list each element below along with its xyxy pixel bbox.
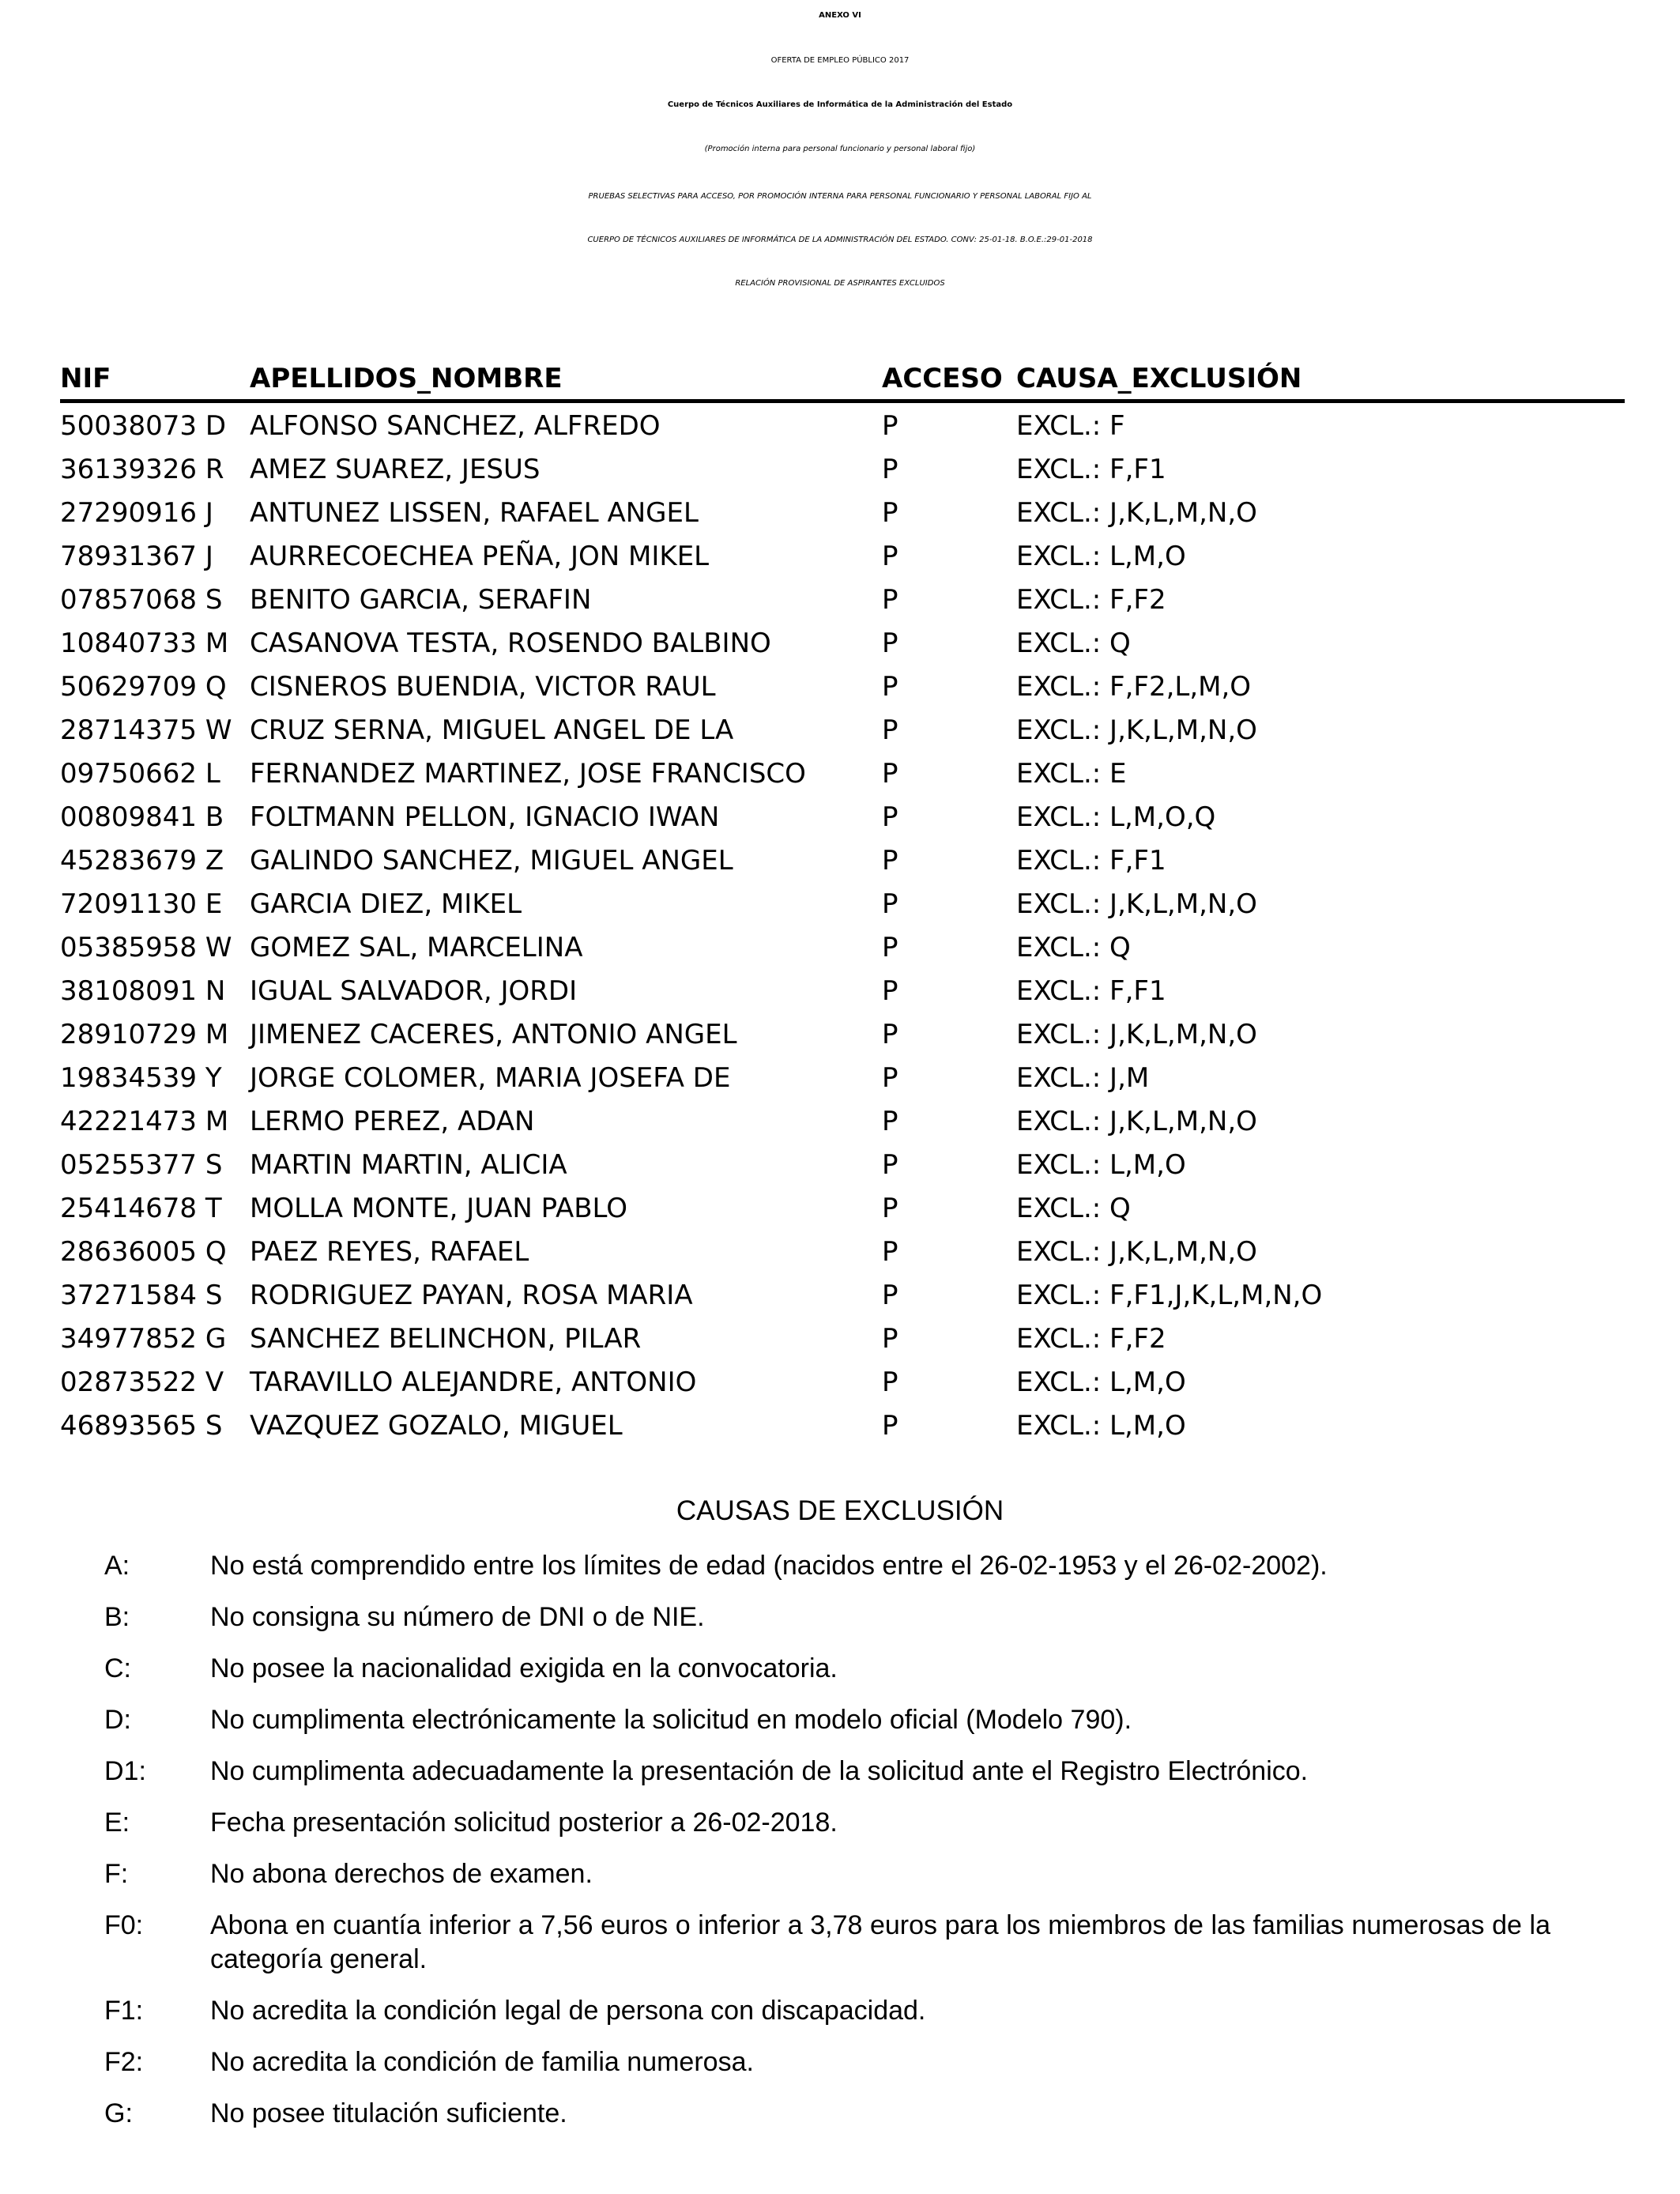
- cell-apellidos-nombre: ALFONSO SANCHEZ, ALFREDO: [250, 410, 661, 442]
- causa-item: [104, 1909, 1550, 1977]
- cell-nif: 27290916 J: [60, 497, 213, 529]
- proceso-line-2: CUERPO DE TÉCNICOS AUXILIARES DE INFORMÁTICA DE LA ADMINISTRACIÓN DEL ESTADO. CONV: 25-01-18. B.O.E.:29-01-2018: [587, 236, 1093, 244]
- cell-nif: 02873522 V: [60, 1367, 224, 1398]
- cell-causa: EXCL.: F,F2,L,M,O: [1016, 671, 1252, 703]
- table-header: [60, 358, 1625, 399]
- cell-acceso: P: [882, 1280, 898, 1311]
- cell-nif: 50629709 Q: [60, 671, 227, 703]
- causa-text: Fecha presentación solicitud posterior a 26-02-2018.: [210, 1808, 838, 1838]
- causas-title: CAUSAS DE EXCLUSIÓN: [676, 1495, 1004, 1526]
- cell-apellidos-nombre: IGUAL SALVADOR, JORDI: [250, 975, 578, 1007]
- cell-apellidos-nombre: GARCIA DIEZ, MIKEL: [250, 888, 522, 920]
- causa-item: [104, 1806, 1550, 1840]
- cell-apellidos-nombre: CASANOVA TESTA, ROSENDO BALBINO: [250, 628, 771, 659]
- causa-code: B:: [104, 1602, 130, 1632]
- cell-nif: 78931367 J: [60, 541, 213, 572]
- cell-apellidos-nombre: RODRIGUEZ PAYAN, ROSA MARIA: [250, 1280, 693, 1311]
- cell-acceso: P: [882, 584, 898, 616]
- table-row: [60, 1101, 1625, 1144]
- causa-item: [104, 2097, 1550, 2131]
- causa-text: No consigna su número de DNI o de NIE.: [210, 1602, 705, 1632]
- cell-causa: EXCL.: L,M,O,Q: [1016, 801, 1216, 833]
- cell-nif: 00809841 B: [60, 801, 224, 833]
- cell-nif: 37271584 S: [60, 1280, 223, 1311]
- column-header-apellidos-nombre: APELLIDOS_NOMBRE: [250, 363, 563, 394]
- table-row: [60, 927, 1625, 971]
- cell-apellidos-nombre: JORGE COLOMER, MARIA JOSEFA DE: [250, 1062, 731, 1094]
- causa-item: [104, 1703, 1550, 1737]
- causa-code: A:: [104, 1551, 130, 1581]
- causa-item: [104, 1652, 1550, 1686]
- cell-acceso: P: [882, 1149, 898, 1181]
- cell-nif: 42221473 M: [60, 1106, 229, 1137]
- cell-apellidos-nombre: MARTIN MARTIN, ALICIA: [250, 1149, 567, 1181]
- cell-causa: EXCL.: J,K,L,M,N,O: [1016, 1019, 1257, 1050]
- causa-item: [104, 1600, 1550, 1634]
- cell-acceso: P: [882, 410, 898, 442]
- cell-nif: 05255377 S: [60, 1149, 223, 1181]
- cell-acceso: P: [882, 628, 898, 659]
- table-row: [60, 623, 1625, 666]
- cell-nif: 50038073 D: [60, 410, 227, 442]
- offer-title: OFERTA DE EMPLEO PÚBLICO 2017: [770, 56, 910, 65]
- cell-causa: EXCL.: F: [1016, 410, 1125, 442]
- causa-item: [104, 1755, 1550, 1789]
- cell-causa: EXCL.: L,M,O: [1016, 1410, 1186, 1442]
- cell-acceso: P: [882, 497, 898, 529]
- cell-causa: EXCL.: Q: [1016, 932, 1131, 963]
- cell-apellidos-nombre: JIMENEZ CACERES, ANTONIO ANGEL: [250, 1019, 737, 1050]
- cell-acceso: P: [882, 1236, 898, 1268]
- cell-apellidos-nombre: VAZQUEZ GOZALO, MIGUEL: [250, 1410, 623, 1442]
- cell-apellidos-nombre: GOMEZ SAL, MARCELINA: [250, 932, 583, 963]
- causa-item: [104, 2045, 1550, 2079]
- causa-item: [104, 1857, 1550, 1891]
- causa-code: F2:: [104, 2047, 144, 2077]
- table-row: [60, 971, 1625, 1014]
- column-header-acceso: ACCESO: [882, 363, 1003, 394]
- relacion-title: RELACIÓN PROVISIONAL DE ASPIRANTES EXCLUIDOS: [735, 279, 945, 288]
- causa-code: G:: [104, 2098, 133, 2128]
- cell-acceso: P: [882, 454, 898, 485]
- causa-code: F1:: [104, 1996, 144, 2026]
- cell-apellidos-nombre: FOLTMANN PELLON, IGNACIO IWAN: [250, 801, 720, 833]
- cuerpo-title: Cuerpo de Técnicos Auxiliares de Informática de la Administración del Estado: [667, 100, 1013, 109]
- cell-apellidos-nombre: LERMO PEREZ, ADAN: [250, 1106, 535, 1137]
- cell-apellidos-nombre: AURRECOECHEA PEÑA, JON MIKEL: [250, 541, 710, 572]
- table-row: [60, 1144, 1625, 1188]
- table-row: [60, 710, 1625, 753]
- table-row: [60, 666, 1625, 710]
- causa-code: D:: [104, 1705, 131, 1735]
- cell-acceso: P: [882, 801, 898, 833]
- cell-nif: 28910729 M: [60, 1019, 229, 1050]
- cell-apellidos-nombre: BENITO GARCIA, SERAFIN: [250, 584, 592, 616]
- causa-code: F:: [104, 1859, 129, 1889]
- cell-causa: EXCL.: L,M,O: [1016, 541, 1186, 572]
- cell-nif: 28636005 Q: [60, 1236, 227, 1268]
- table-row: [60, 449, 1625, 492]
- cell-apellidos-nombre: FERNANDEZ MARTINEZ, JOSE FRANCISCO: [250, 758, 806, 790]
- causa-text: No abona derechos de examen.: [210, 1859, 593, 1889]
- causa-code: D1:: [104, 1756, 146, 1786]
- cell-apellidos-nombre: CRUZ SERNA, MIGUEL ANGEL DE LA: [250, 714, 734, 746]
- cell-nif: 36139326 R: [60, 454, 224, 485]
- cell-nif: 25414678 T: [60, 1193, 222, 1224]
- cell-causa: EXCL.: Q: [1016, 1193, 1131, 1224]
- proceso-line-1: PRUEBAS SELECTIVAS PARA ACCESO, POR PROMOCIÓN INTERNA PARA PERSONAL FUNCIONARIO Y PERSONAL LABORAL FIJO AL: [588, 192, 1092, 201]
- causa-item: [104, 1549, 1550, 1583]
- cell-causa: EXCL.: L,M,O: [1016, 1149, 1186, 1181]
- table-row: [60, 1405, 1625, 1449]
- cell-acceso: P: [882, 975, 898, 1007]
- causa-text: No está comprendido entre los límites de edad (nacidos entre el 26-02-1953 y el 26-02-2002).: [210, 1551, 1328, 1581]
- promotion-subtitle: (Promoción interna para personal funcionario y personal laboral fijo): [704, 145, 976, 153]
- cell-causa: EXCL.: Q: [1016, 628, 1131, 659]
- cell-nif: 07857068 S: [60, 584, 223, 616]
- excluded-table: [60, 358, 1625, 1449]
- table-row: [60, 1057, 1625, 1101]
- cell-apellidos-nombre: ANTUNEZ LISSEN, RAFAEL ANGEL: [250, 497, 699, 529]
- table-row: [60, 797, 1625, 840]
- cell-acceso: P: [882, 1323, 898, 1355]
- table-row: [60, 579, 1625, 623]
- causa-text: No acredita la condición de familia numerosa.: [210, 2047, 754, 2077]
- table-row: [60, 405, 1625, 449]
- causa-text: No cumplimenta electrónicamente la solicitud en modelo oficial (Modelo 790).: [210, 1705, 1132, 1735]
- table-row: [60, 1318, 1625, 1362]
- causas-list: [104, 1549, 1550, 2148]
- cell-acceso: P: [882, 1062, 898, 1094]
- cell-nif: 72091130 E: [60, 888, 223, 920]
- column-header-nif: NIF: [60, 363, 111, 394]
- table-row: [60, 1188, 1625, 1231]
- cell-nif: 10840733 M: [60, 628, 229, 659]
- cell-nif: 28714375 W: [60, 714, 232, 746]
- table-row: [60, 1275, 1625, 1318]
- cell-acceso: P: [882, 1019, 898, 1050]
- cell-acceso: P: [882, 714, 898, 746]
- cell-causa: EXCL.: J,K,L,M,N,O: [1016, 1106, 1257, 1137]
- cell-causa: EXCL.: J,M: [1016, 1062, 1150, 1094]
- table-row: [60, 1014, 1625, 1057]
- cell-nif: 09750662 L: [60, 758, 220, 790]
- cell-nif: 19834539 Y: [60, 1062, 222, 1094]
- causa-text: No cumplimenta adecuadamente la presentación de la solicitud ante el Registro Electrónico.: [210, 1756, 1309, 1786]
- table-row: [60, 1362, 1625, 1405]
- cell-acceso: P: [882, 671, 898, 703]
- cell-causa: EXCL.: F,F1: [1016, 975, 1166, 1007]
- cell-acceso: P: [882, 541, 898, 572]
- causa-code: F0:: [104, 1910, 144, 1940]
- causa-text: Abona en cuantía inferior a 7,56 euros o inferior a 3,78 euros para los miembros de las familias numerosas de la categoría general.: [210, 1910, 1550, 1974]
- cell-apellidos-nombre: PAEZ REYES, RAFAEL: [250, 1236, 529, 1268]
- cell-acceso: P: [882, 1367, 898, 1398]
- cell-apellidos-nombre: SANCHEZ BELINCHON, PILAR: [250, 1323, 642, 1355]
- table-row: [60, 840, 1625, 884]
- cell-causa: EXCL.: F,F1: [1016, 845, 1166, 876]
- cell-causa: EXCL.: F,F2: [1016, 584, 1166, 616]
- cell-apellidos-nombre: MOLLA MONTE, JUAN PABLO: [250, 1193, 628, 1224]
- column-header-causa-exclusion: CAUSA_EXCLUSIÓN: [1016, 363, 1302, 394]
- table-row: [60, 536, 1625, 579]
- cell-causa: EXCL.: J,K,L,M,N,O: [1016, 497, 1257, 529]
- cell-acceso: P: [882, 758, 898, 790]
- cell-apellidos-nombre: TARAVILLO ALEJANDRE, ANTONIO: [250, 1367, 697, 1398]
- cell-apellidos-nombre: GALINDO SANCHEZ, MIGUEL ANGEL: [250, 845, 733, 876]
- causa-text: No posee titulación suficiente.: [210, 2098, 567, 2128]
- cell-causa: EXCL.: F,F1: [1016, 454, 1166, 485]
- cell-acceso: P: [882, 845, 898, 876]
- table-row: [60, 1231, 1625, 1275]
- causa-text: No posee la nacionalidad exigida en la convocatoria.: [210, 1653, 838, 1683]
- cell-acceso: P: [882, 888, 898, 920]
- cell-nif: 05385958 W: [60, 932, 232, 963]
- cell-causa: EXCL.: E: [1016, 758, 1127, 790]
- cell-nif: 38108091 N: [60, 975, 226, 1007]
- table-row: [60, 884, 1625, 927]
- cell-nif: 34977852 G: [60, 1323, 227, 1355]
- cell-acceso: P: [882, 1193, 898, 1224]
- cell-acceso: P: [882, 932, 898, 963]
- cell-causa: EXCL.: F,F1,J,K,L,M,N,O: [1016, 1280, 1323, 1311]
- causa-code: C:: [104, 1653, 131, 1683]
- causa-code: E:: [104, 1808, 130, 1838]
- header-divider: [60, 399, 1625, 403]
- cell-acceso: P: [882, 1106, 898, 1137]
- cell-nif: 46893565 S: [60, 1410, 223, 1442]
- cell-acceso: P: [882, 1410, 898, 1442]
- cell-causa: EXCL.: L,M,O: [1016, 1367, 1186, 1398]
- table-row: [60, 492, 1625, 536]
- table-body: [60, 405, 1625, 1449]
- cell-causa: EXCL.: J,K,L,M,N,O: [1016, 1236, 1257, 1268]
- causa-text: No acredita la condición legal de persona con discapacidad.: [210, 1996, 926, 2026]
- causa-item: [104, 1994, 1550, 2028]
- cell-causa: EXCL.: J,K,L,M,N,O: [1016, 714, 1257, 746]
- annex-title: ANEXO VI: [819, 11, 861, 20]
- cell-apellidos-nombre: AMEZ SUAREZ, JESUS: [250, 454, 541, 485]
- cell-causa: EXCL.: J,K,L,M,N,O: [1016, 888, 1257, 920]
- cell-nif: 45283679 Z: [60, 845, 224, 876]
- cell-apellidos-nombre: CISNEROS BUENDIA, VICTOR RAUL: [250, 671, 716, 703]
- table-row: [60, 753, 1625, 797]
- cell-causa: EXCL.: F,F2: [1016, 1323, 1166, 1355]
